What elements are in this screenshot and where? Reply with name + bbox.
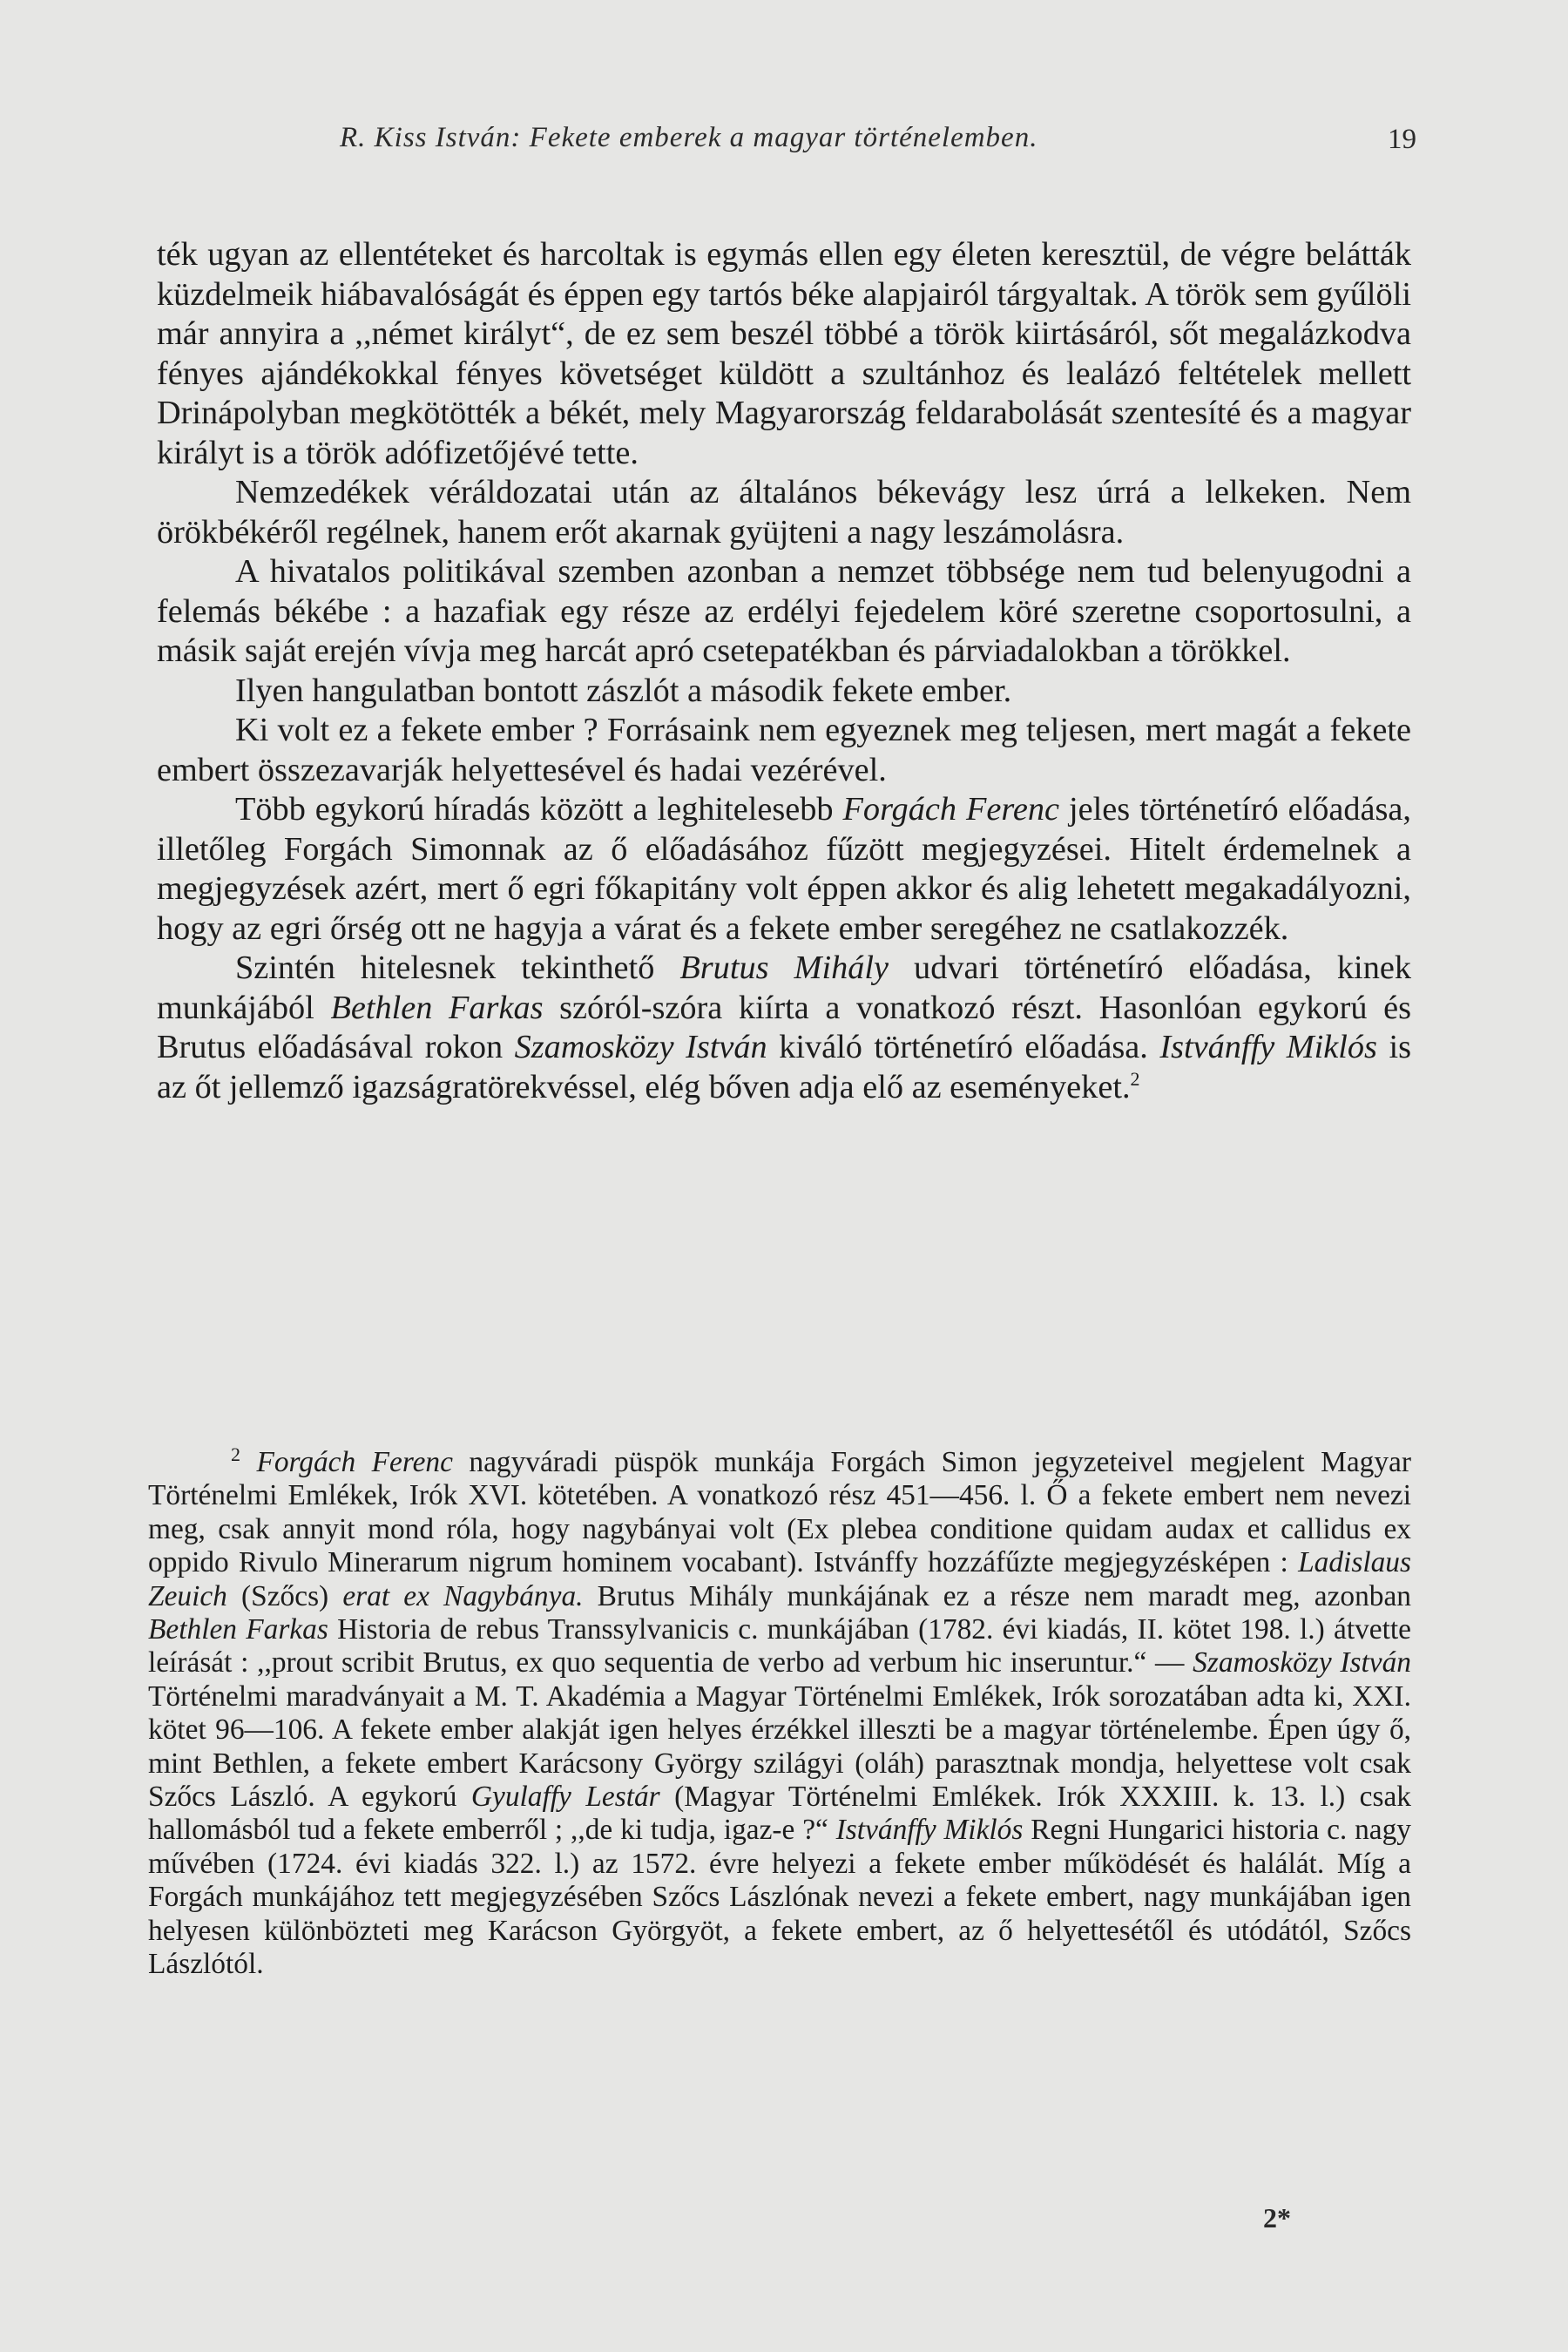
paragraph-4: Ilyen hangulatban bontott zászlót a második fekete ember.: [235, 672, 1012, 709]
author-name: Szamosközy István: [514, 1029, 767, 1065]
paragraph-6: Több egykorú híradás között a leghitelesebb Forgách Ferenc jeles történetíró előadása, illetőleg Forgách Simonnak az ő előadásához fűzött megjegyzései. Hitelt érdemelnek a megjegyzések azért, mert ő egri főkapitány volt éppen akkor és alig lehetett megakadályozni, hogy az egri őrség ott ne hagyja a várat és a fekete ember seregéhez ne csatlakozzék.: [157, 791, 1412, 947]
page-number: 19: [1388, 124, 1416, 155]
printer-signature-mark: 2*: [1263, 2202, 1291, 2234]
paragraph-7: Szintén hitelesnek tekinthető Brutus Mihály udvari történetíró előadása, kinek munkájából Bethlen Farkas szóról-szóra kiírta a vonatkozó részt. Hasonlóan egykorú és Brutus előadásával rokon Szamosközy István kiváló történetíró előadása. Istvánffy Miklós is az őt jellemző igazságratörekvéssel, elég bőven adja elő az eseményeket.$^2$: [157, 950, 1412, 1105]
footnote-reference: 2: [1130, 1067, 1140, 1090]
footnote-section: [148, 1443, 1412, 1982]
author-name: Forgách Ferenc: [842, 791, 1059, 828]
footnote-mark: 2: [231, 1443, 240, 1465]
main-text: [157, 235, 1411, 1107]
footnote-2: $^2$ Forgách Ferenc nagyváradi püspök munkája Forgách Simon jegyzeteivel megjelent Magyar Történelmi Emlékek, Irók XVI. kötetében. A vonatkozó rész 451—456. l. Ő a fekete embert nem nevezi meg, csak annyit mond róla, hogy nagybányai volt (Ex plebea conditione quidam audax et callidus ex oppido Rivulo Minerarum nigrum hominem vocabant). Istvánffy hozzáfűzte megjegyzésképen : Ladislaus Zeuich (Szőcs) erat ex Nagybánya. Brutus Mihály munkájának ez a része nem maradt meg, azonban Bethlen Farkas Historia de rebus Transsylvanicis c. munkájában (1782. évi kiadás, II. kötet 198. l.) átvette leírását : ,,prout scribit Brutus, ex quo sequentia de verbo ad verbum hic inseruntur.“ — Szamosközy István Történelmi maradványait a M. T. Akadémia a Magyar Történelmi Emlékek, Irók sorozatában adta ki, XXI. kötet 96—106. A fekete ember alakját igen helyes érzékkel illeszti be a magyar történelembe. Épen úgy ő, mint Bethlen, a fekete embert Karácsony György szilágyi (oláh) parasztnak mondja, helyettese volt csak Szőcs László. A egykorú Gyulaffy Lestár (Magyar Történelmi Emlékek. Irók XXXIII. k. 13. l.) csak hallomásból tud a fekete emberről ; ,,de ki tudja, igaz-e ?“ Istvánffy Miklós Regni Hungarici historia c. nagy művében (1724. évi kiadás 322. l.) az 1572. évre helyezi a fekete ember működését és halálát. Míg a Forgách munkájához tett megjegyzésében Szőcs Lászlónak nevezi a fekete embert, nagy munkájában igen helyesen különbözteti meg Karácson Györgyöt, a fekete embert, az ő helyettesétől és utódától, Szőcs Lászlótól.: [148, 1443, 1412, 1981]
author-name: Istvánffy Miklós: [1159, 1029, 1377, 1065]
paragraph-3: A hivatalos politikával szemben azonban a nemzet többsége nem tud belenyugodni a felemás békébe : a hazafiak egy része az erdélyi fejedelem köré szeretne csoportosulni, a másik saját erején vívja meg harcát apró csetepatékban és párviadalokban a törökkel.: [157, 553, 1411, 669]
paragraph-1: ték ugyan az ellentéteket és harcoltak is egymás ellen egy életen keresztül, de végre belátták küzdelmeik hiábavalóságát és éppen egy tartós béke alapjairól tárgyaltak. A török sem gyűlöli már annyira a ,,német királyt“, de ez sem beszél többé a török kiirtásáról, sőt megalázkodva fényes ajándékokkal fényes követséget küldött a szultánhoz és lealázó feltételek mellett Drinápolyban megkötötték a békét, mely Magyarország feldarabolását szentesíté és a magyar királyt is a török adófizetőjévé tette.: [157, 236, 1411, 471]
author-name: Bethlen Farkas: [330, 989, 544, 1026]
paragraph-5: Ki volt ez a fekete ember ? Forrásaink nem egyeznek meg teljesen, mert magát a fekete embert összezavarják helyettesével és hadai vezérével.: [157, 712, 1411, 788]
paragraph-2: Nemzedékek véráldozatai után az általános békevágy lesz úrrá a lelkeken. Nem örökbékéről regélnek, hanem erőt akarnak gyüjteni a nagy leszámolásra.: [157, 474, 1411, 551]
author-name: Brutus Mihály: [679, 950, 889, 986]
running-head: R. Kiss István: Fekete emberek a magyar történelemben.: [340, 122, 1038, 153]
